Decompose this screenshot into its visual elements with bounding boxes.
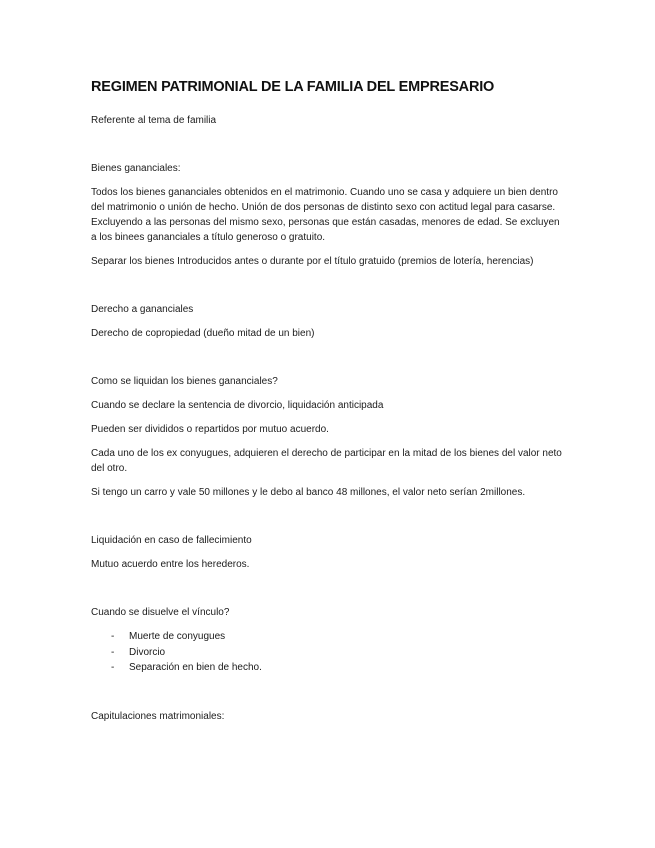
list-item: [91, 660, 566, 676]
section-heading-fallecimiento: Liquidación en caso de fallecimiento: [91, 535, 252, 546]
section-heading-capitulaciones: Capitulaciones matrimoniales:: [91, 710, 225, 722]
list-item-text: Separación en bien de hecho.: [129, 662, 262, 673]
paragraph-herederos: Mutuo acuerdo entre los herederos.: [91, 559, 250, 570]
section-heading-derecho-gananciales: Derecho a gananciales: [91, 304, 194, 315]
spacer: [91, 509, 566, 533]
section-heading-liquidacion: Como se liquidan los bienes gananciales?: [91, 376, 278, 387]
spacer: [91, 278, 566, 302]
spacer: [91, 685, 566, 709]
paragraph-ex-conyugues: Cada uno de los ex conyugues, adquieren el derecho de participar en la mitad de los bienes del valor neto del otro.: [91, 448, 562, 474]
spacer: [91, 581, 566, 605]
disolucion-list: [91, 629, 566, 676]
dash-bullet: -: [111, 631, 115, 642]
paragraph-mutuo-acuerdo: Pueden ser divididos o repartidos por mutuo acuerdo.: [91, 424, 329, 435]
section-heading-bienes-gananciales: Bienes gananciales:: [91, 163, 181, 174]
spacer: [91, 137, 566, 161]
paragraph-sentencia-divorcio: Cuando se declare la sentencia de divorcio, liquidación anticipada: [91, 400, 384, 411]
list-item-text: Divorcio: [129, 646, 166, 658]
list-item-text: Muerte de conyugues: [129, 631, 226, 642]
paragraph-bienes-gananciales-definition: Todos los bienes gananciales obtenidos en el matrimonio. Cuando uno se casa y adquiere un bien dentro del matrimonio o unión de hecho. Unión de dos personas de distinto sexo con actitud legal para casarse. Excluyendo a las personas del mismo sexo, personas que están casadas, menores de edad. Se excluyen a los binees gananciales a título generoso o gratuito.: [91, 187, 560, 243]
document-body: [91, 78, 566, 733]
dash-bullet: -: [111, 646, 115, 658]
list-item: [91, 629, 566, 645]
paragraph-separar-bienes: Separar los bienes Introducidos antes o durante por el título gratuido (premios de lotería, herencias): [91, 256, 534, 267]
section-heading-disolucion: Cuando se disuelve el vínculo?: [91, 607, 230, 618]
document-subtitle: Referente al tema de familia: [91, 115, 217, 126]
spacer: [91, 350, 566, 374]
paragraph-ejemplo-carro: Si tengo un carro y vale 50 millones y le debo al banco 48 millones, el valor neto serían 2millones.: [91, 487, 526, 498]
document-title: REGIMEN PATRIMONIAL DE LA FAMILIA DEL EMPRESARIO: [91, 79, 495, 95]
paragraph-derecho-copropiedad: Derecho de copropiedad (dueño mitad de un bien): [91, 328, 315, 339]
list-item: [91, 645, 566, 661]
dash-bullet: -: [111, 662, 115, 673]
